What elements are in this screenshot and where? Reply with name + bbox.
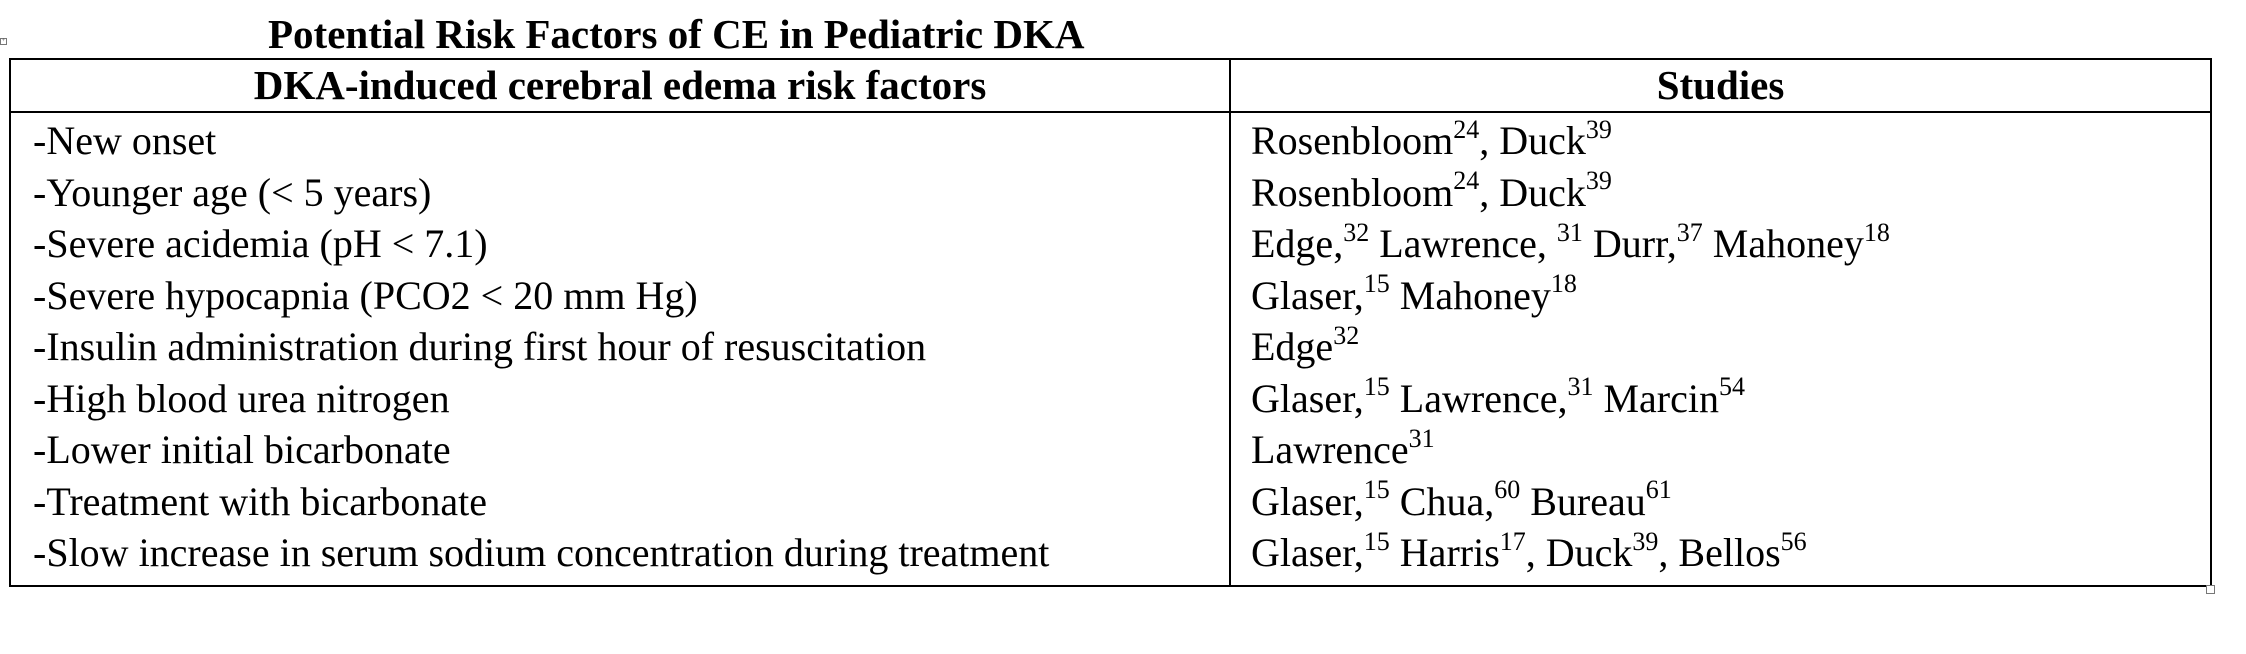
risk-factor-item: -Slow increase in serum sodium concentration during treatment — [33, 530, 1050, 575]
study-author: Lawrence — [1251, 427, 1409, 472]
study-author: Lawrence, — [1389, 375, 1568, 421]
reference-number: 31 — [1567, 372, 1594, 402]
risk-factor-item: -Treatment with bicarbonate — [33, 478, 487, 524]
table-resize-handle-icon[interactable] — [2206, 585, 2215, 594]
study-author: Harris — [1389, 530, 1500, 575]
study-author: Marcin — [1593, 375, 1719, 421]
reference-number: 31 — [1556, 217, 1583, 247]
studies-cell — [1230, 112, 2211, 586]
study-citation-item — [1231, 167, 2210, 219]
table-body-row — [10, 112, 2211, 586]
risk-factor-table — [9, 58, 2212, 587]
study-author: Durr, — [1582, 221, 1677, 266]
study-author: Bureau — [1520, 478, 1646, 524]
study-author: , Bellos — [1658, 530, 1781, 575]
reference-number: 31 — [1408, 423, 1435, 453]
reference-number: 60 — [1494, 475, 1521, 505]
reference-number: 15 — [1363, 372, 1390, 402]
study-author: Glaser, — [1251, 272, 1364, 318]
study-author: , Duck — [1479, 118, 1586, 163]
reference-number: 24 — [1453, 114, 1480, 144]
risk-factor-item: -Insulin administration during first hour of resuscitation — [33, 324, 927, 369]
study-citation-item — [1231, 115, 2210, 167]
study-author: Glaser, — [1251, 530, 1364, 575]
study-author: Edge, — [1251, 221, 1344, 266]
table-caption: Potential Risk Factors of CE in Pediatric DKA — [268, 11, 1085, 57]
risk-factor-item: -High blood urea nitrogen — [33, 375, 450, 421]
reference-number: 61 — [1645, 475, 1672, 505]
reference-number: 54 — [1718, 372, 1745, 402]
study-author: Mahoney — [1702, 221, 1864, 266]
reference-number: 56 — [1780, 526, 1807, 556]
reference-number: 17 — [1499, 526, 1526, 556]
column-header-studies: Studies — [1230, 59, 2211, 112]
study-author: Mahoney — [1389, 272, 1551, 318]
reference-number: 15 — [1363, 269, 1390, 299]
risk-factor-list — [11, 115, 1229, 579]
study-list — [1231, 115, 2210, 579]
reference-number: 15 — [1363, 475, 1390, 505]
table-move-handle-icon[interactable]: + — [1, 38, 6, 44]
column-header-risk-factors: DKA-induced cerebral edema risk factors — [10, 59, 1230, 112]
study-citation-item — [1231, 476, 2210, 528]
reference-number: 32 — [1343, 217, 1370, 247]
risk-factor-item: -Younger age (< 5 years) — [33, 169, 432, 215]
study-citation-item — [1231, 218, 2210, 270]
reference-number: 18 — [1550, 269, 1577, 299]
study-author: Rosenbloom — [1251, 169, 1454, 215]
study-citation-item — [1231, 527, 2210, 579]
study-author: Rosenbloom — [1251, 118, 1454, 163]
study-citation-item — [1231, 373, 2210, 425]
study-author: Lawrence, — [1369, 221, 1557, 266]
reference-number: 39 — [1632, 526, 1659, 556]
risk-factor-item: -New onset — [33, 118, 217, 163]
study-author: , Duck — [1479, 169, 1586, 215]
study-author: Chua, — [1389, 478, 1495, 524]
reference-number: 32 — [1333, 320, 1360, 350]
study-author: Edge — [1251, 324, 1334, 369]
reference-number: 39 — [1585, 114, 1612, 144]
reference-number: 24 — [1453, 166, 1480, 196]
study-citation-item — [1231, 321, 2210, 373]
study-author: , Duck — [1525, 530, 1633, 575]
study-citation-item — [1231, 270, 2210, 322]
table-header-row — [10, 59, 2211, 112]
study-citation-item — [1231, 424, 2210, 476]
reference-number: 15 — [1363, 526, 1390, 556]
risk-factor-item: -Severe hypocapnia (PCO2 < 20 mm Hg) — [33, 272, 698, 318]
risk-factor-item: -Lower initial bicarbonate — [33, 427, 451, 472]
risk-factor-item: -Severe acidemia (pH < 7.1) — [33, 221, 488, 266]
reference-number: 39 — [1585, 166, 1612, 196]
reference-number: 37 — [1676, 217, 1703, 247]
study-author: Glaser, — [1251, 375, 1364, 421]
risk-factors-cell — [10, 112, 1230, 586]
reference-number: 18 — [1863, 217, 1890, 247]
study-author: Glaser, — [1251, 478, 1364, 524]
